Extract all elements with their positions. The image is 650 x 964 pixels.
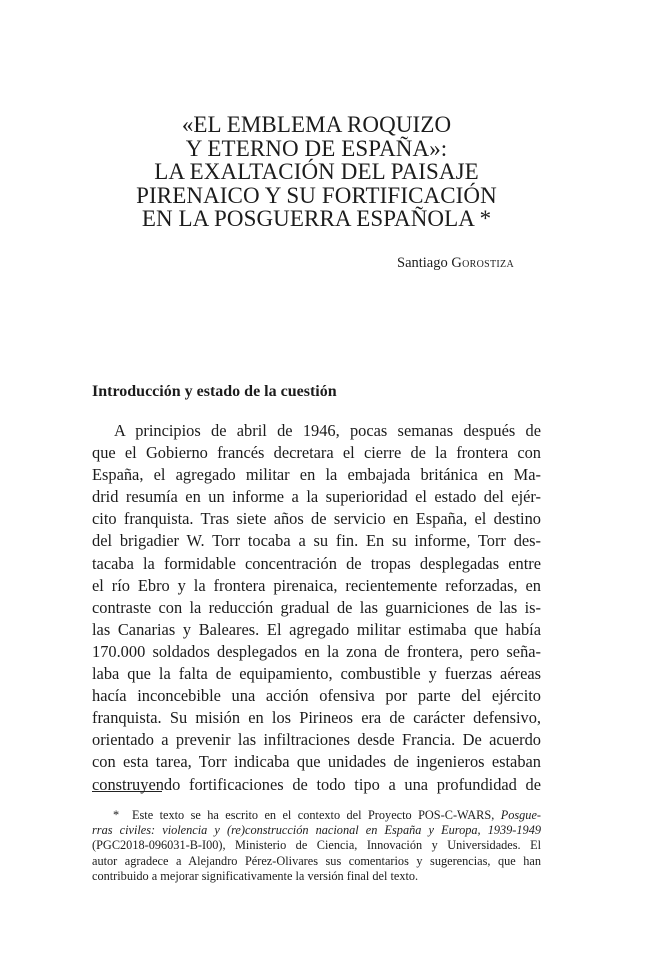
- body-line: que el Gobierno francés decretara el cierre de la frontera con: [92, 443, 541, 463]
- section-heading: Introducción y estado de la cuestión: [92, 383, 337, 400]
- body-line: con esta tarea, Torr indicaba que unidades de ingenieros estaban: [92, 752, 541, 772]
- footnote-divider: [92, 791, 162, 792]
- title-line: «EL EMBLEMA ROQUIZO: [181, 112, 452, 137]
- body-line: del brigadier W. Torr tocaba a su fin. En su informe, Torr des-: [92, 531, 541, 551]
- footnote-line: (PGC2018-096031-B-I00), Ministerio de Ciencia, Innovación y Universidades. El: [92, 838, 541, 853]
- body-line: construyendo fortificaciones de todo tipo a una profundidad de: [92, 774, 541, 794]
- body-paragraph: [92, 420, 541, 796]
- body-line: contraste con la reducción gradual de las guarniciones de las is-: [92, 597, 541, 617]
- footnote-line: autor agradece a Alejandro Pérez-Olivares sus comentarios y sugerencias, que han: [92, 853, 541, 868]
- author-name: [397, 255, 514, 272]
- footnote: [92, 808, 541, 884]
- title-line: Y ETERNO DE ESPAÑA»:: [185, 135, 448, 161]
- book-page: [92, 0, 541, 964]
- body-line: las Canarias y Baleares. El agregado militar estimaba que había: [92, 619, 541, 639]
- body-line: 170.000 soldados desplegados en la zona de frontera, pero seña-: [92, 641, 541, 661]
- title-line: PIRENAICO Y SU FORTIFICACIÓN: [136, 182, 497, 208]
- title-line: LA EXALTACIÓN DEL PAISAJE: [154, 159, 479, 184]
- footnote-marker: *: [113, 808, 120, 822]
- body-line: España, el agregado militar en la embajada británica en Ma-: [92, 465, 541, 485]
- chapter-title: [92, 113, 541, 231]
- body-line: tacaba la formidable concentración de tropas desplegadas entre: [92, 553, 541, 573]
- body-line: hacía inconcebible una acción ofensiva por parte del ejército: [92, 686, 541, 706]
- body-line: laba que la falta de equipamiento, combustible y fuerzas aéreas: [92, 664, 541, 684]
- title-line: EN LA POSGUERRA ESPAÑOLA *: [141, 206, 492, 231]
- body-line: orientado a prevenir las infiltraciones desde Francia. De acuerdo: [92, 730, 541, 750]
- footnote-text: Este texto se ha escrito en el contexto del Proyecto POS-C-WARS,: [132, 808, 495, 822]
- body-line: el río Ebro y la frontera pirenaica, recientemente reforzadas, en: [92, 575, 541, 595]
- footnote-line: [92, 808, 541, 823]
- author-surname: Gorostiza: [451, 255, 514, 271]
- body-line: franquista. Su misión en los Pirineos era de carácter defensivo,: [92, 708, 541, 728]
- footnote-project-title: Posgue-: [500, 808, 541, 822]
- body-line: drid resumía en un informe a la superioridad el estado del ejér-: [92, 487, 541, 507]
- body-line: A principios de abril de 1946, pocas semanas después de: [114, 421, 541, 440]
- footnote-line: contribuido a mejorar significativamente la versión final del texto.: [92, 868, 419, 883]
- body-line: cito franquista. Tras siete años de servicio en España, el destino: [92, 509, 541, 529]
- footnote-line: rras civiles: violencia y (re)construcción nacional en España y Europa, 1939-1949: [92, 823, 541, 838]
- author-given-name: Santiago: [397, 255, 448, 271]
